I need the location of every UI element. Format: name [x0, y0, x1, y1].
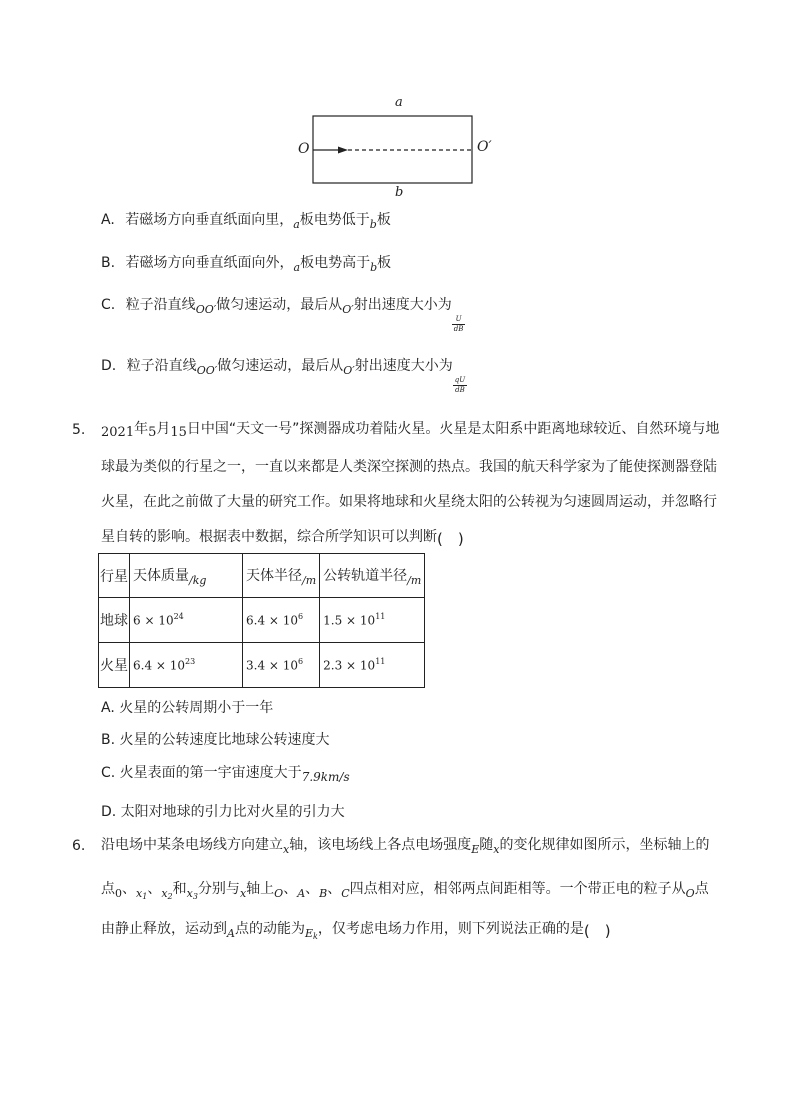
- q4-option-c[interactable]: [101, 294, 465, 334]
- table-header-cell: 行星: [99, 554, 130, 598]
- q5-option-a[interactable]: A. 火星的公转周期小于一年: [101, 700, 274, 716]
- option-letter: B.: [101, 255, 116, 271]
- option-text: 粒子沿直线: [126, 358, 197, 374]
- fraction-u-over-db: $\frac{U}{dB}$: [453, 315, 464, 333]
- var-o-prime: O′: [342, 303, 354, 316]
- var-oo-prime: OO′: [196, 364, 218, 377]
- option-text: 若磁场方向垂直纸面向外，: [125, 255, 294, 271]
- var-b: b: [369, 218, 377, 231]
- q5-line-4: [101, 526, 464, 549]
- q5-line-1: [101, 418, 719, 440]
- option-letter: A.: [101, 212, 115, 228]
- option-text: 射出速度大小为: [353, 297, 452, 313]
- q4-option-b[interactable]: [101, 252, 391, 274]
- table-header-cell: 公转轨道半径$_{/m}$: [320, 554, 425, 598]
- speed-value: 7.9km/s: [301, 770, 350, 784]
- plate-label-a: a: [395, 95, 403, 110]
- year-value: 2021: [101, 425, 135, 440]
- option-text: 若磁场方向垂直纸面向里，: [125, 212, 294, 228]
- day-value: 15: [170, 425, 187, 440]
- question-number: 6.: [72, 838, 86, 854]
- option-text: 板电势低于: [299, 212, 370, 228]
- option-letter: C.: [101, 297, 116, 313]
- table-header-row: [99, 554, 425, 598]
- option-text: 射出速度大小为: [354, 358, 453, 374]
- table-cell-orbit: $2.3 \times 10^{11}$: [320, 643, 425, 688]
- var-b: b: [370, 261, 378, 274]
- q5-line-2: 球最为类似的行星之一，一直以来都是人类深空探测的热点。我国的航天科学家为了能使探测器登陆: [101, 459, 717, 475]
- option-text: 板: [377, 255, 392, 271]
- q4-option-a[interactable]: [101, 209, 391, 231]
- option-text: 做匀速运动，最后从: [217, 358, 344, 374]
- text: 日中国“天文一号”探测器成功着陆火星。火星是太阳系中距离地球较近、自然环境与地: [186, 421, 720, 437]
- var-a: a: [293, 218, 300, 231]
- q5-line-3: 火星，在此之前做了大量的研究工作。如果将地球和火星绕太阳的公转视为匀速圆周运动，并忽略行: [101, 494, 717, 510]
- text: 月: [156, 421, 171, 437]
- q6-line-1: 沿电场中某条电场线方向建立$_x$轴，该电场线上各点电场强度$_E$随$_x$的变化规律如图所示，坐标轴上的: [101, 837, 710, 856]
- option-text: 粒子沿直线: [125, 297, 196, 313]
- text: 星自转的影响。根据表中数据，综合所学知识可以判断: [101, 529, 437, 545]
- table-row: [99, 643, 425, 688]
- plates-figure: [290, 92, 500, 202]
- arrow-head-icon: [338, 147, 348, 154]
- table-cell-radius: $6.4 \times 10^6$: [243, 598, 320, 643]
- answer-blank: ( ): [437, 530, 464, 548]
- text: 年: [134, 421, 149, 437]
- table-header-cell: 天体质量$_{/kg}$: [130, 554, 243, 598]
- q5-option-d[interactable]: D. 太阳对地球的引力比对火星的引力大: [101, 804, 345, 820]
- var-oo-prime: OO′: [195, 303, 217, 316]
- plate-label-b: b: [395, 185, 404, 200]
- var-a: a: [293, 261, 301, 274]
- answer-blank: ( ): [583, 922, 611, 940]
- table-cell-planet: 火星: [99, 643, 130, 688]
- option-text: C. 火星表面的第一宇宙速度大于: [101, 765, 302, 781]
- option-text: 板: [376, 212, 391, 228]
- option-text: 板电势高于: [300, 255, 371, 271]
- table-cell-mass: $6 \times 10^{24}$: [130, 598, 243, 643]
- table-cell-planet: 地球: [99, 598, 130, 643]
- fraction-qu-over-db: $\frac{qU}{dB}$: [454, 376, 466, 394]
- table-row: [99, 598, 425, 643]
- q4-option-d[interactable]: [101, 355, 467, 395]
- option-letter: D.: [101, 358, 117, 374]
- month-value: 5: [148, 425, 157, 440]
- planet-data-table: [98, 553, 425, 688]
- option-text: 做匀速运动，最后从: [216, 297, 343, 313]
- question-number: 5.: [72, 422, 86, 438]
- var-o-prime: O′: [343, 364, 355, 377]
- q5-option-c[interactable]: [101, 762, 350, 784]
- point-label-o: O: [298, 141, 310, 157]
- q6-line-2: 点$_0$、$_{x1}$、$_{x2}$和$_{x3}$分别与$_x$轴上$_O$、$_A$、$_B$、$_C$四点相对应，相邻两点间距相等。一个带正电的粒子从$_O$点: [101, 881, 709, 901]
- table-cell-mass: $6.4 \times 10^{23}$: [130, 643, 243, 688]
- point-label-o-prime: O′: [477, 139, 492, 155]
- q6-line-3: 由静止释放，运动到$_A$点的动能为$_{Ek}$，仅考虑电场力作用，则下列说法正确的是( ): [101, 921, 611, 941]
- table-cell-orbit: $1.5 \times 10^{11}$: [320, 598, 425, 643]
- q5-option-b[interactable]: B. 火星的公转速度比地球公转速度大: [101, 732, 330, 748]
- table-cell-radius: $3.4 \times 10^6$: [243, 643, 320, 688]
- table-header-cell: 天体半径$_{/m}$: [243, 554, 320, 598]
